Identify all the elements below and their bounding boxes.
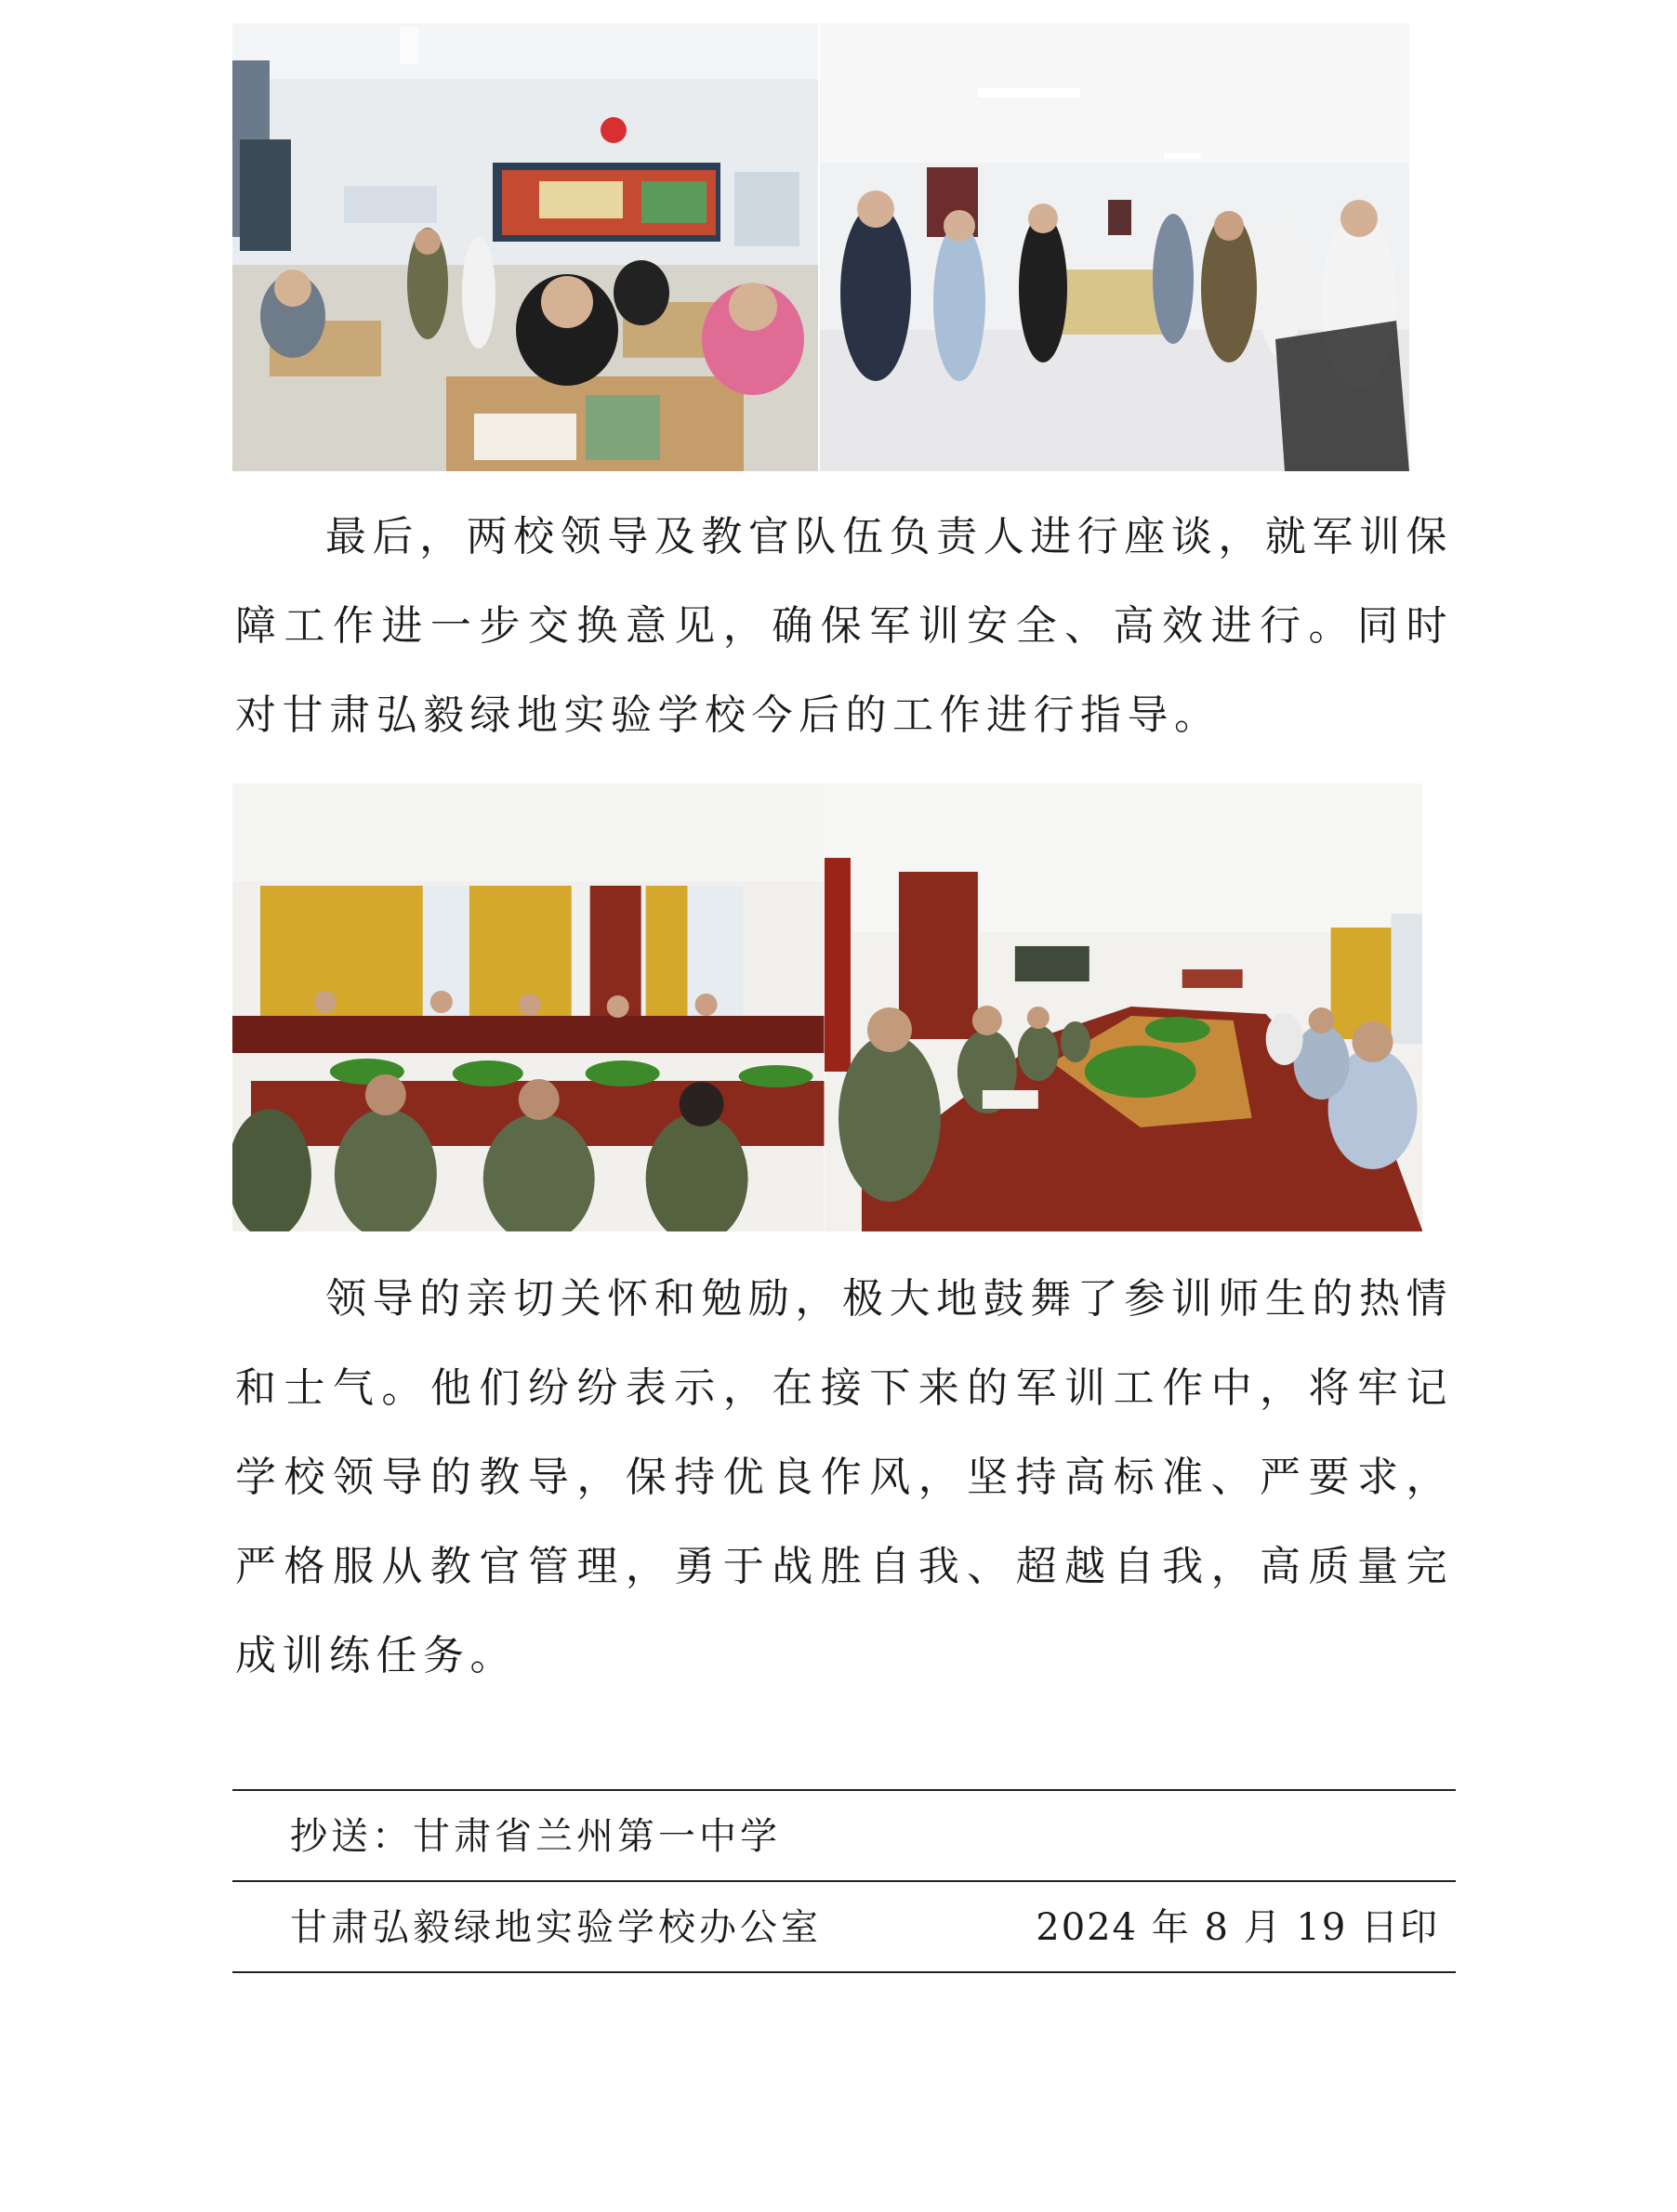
paragraph-encouragement: 领导的亲切关怀和勉励，极大地鼓舞了参训师生的热情和士气。他们纷纷表示，在接下来的军训工作中，将牢记学校领导的教导，保持优良作风，坚持高标准、严要求，严格服从教官管理，勇于战胜自我、超越自我，高质量完成训练任务。 (235, 1275, 1453, 1679)
paragraph-symposium: 最后，两校领导及教官队伍负责人进行座谈，就军训保障工作进一步交换意见，确保军训安全、高效进行。同时对甘肃弘毅绿地实验学校今后的工作进行指导。 (235, 513, 1453, 739)
bottom-photo-row (232, 783, 1422, 1231)
classroom-students-photo (232, 23, 818, 471)
top-photo-row (232, 23, 1422, 471)
footer-rule-middle (232, 1880, 1456, 1882)
footer-rule-top (232, 1789, 1456, 1791)
meeting-room-photo-right (825, 783, 1423, 1231)
cc-recipient: 抄送：甘肃省兰州第一中学 (290, 1815, 781, 1858)
footer-rule-bottom (232, 1971, 1456, 1973)
print-date: 2024 年 8 月 19 日印 (1036, 1906, 1439, 1949)
issuing-office: 甘肃弘毅绿地实验学校办公室 (290, 1906, 822, 1949)
meeting-room-photo-left (232, 783, 825, 1231)
office-visit-photo (820, 23, 1409, 471)
